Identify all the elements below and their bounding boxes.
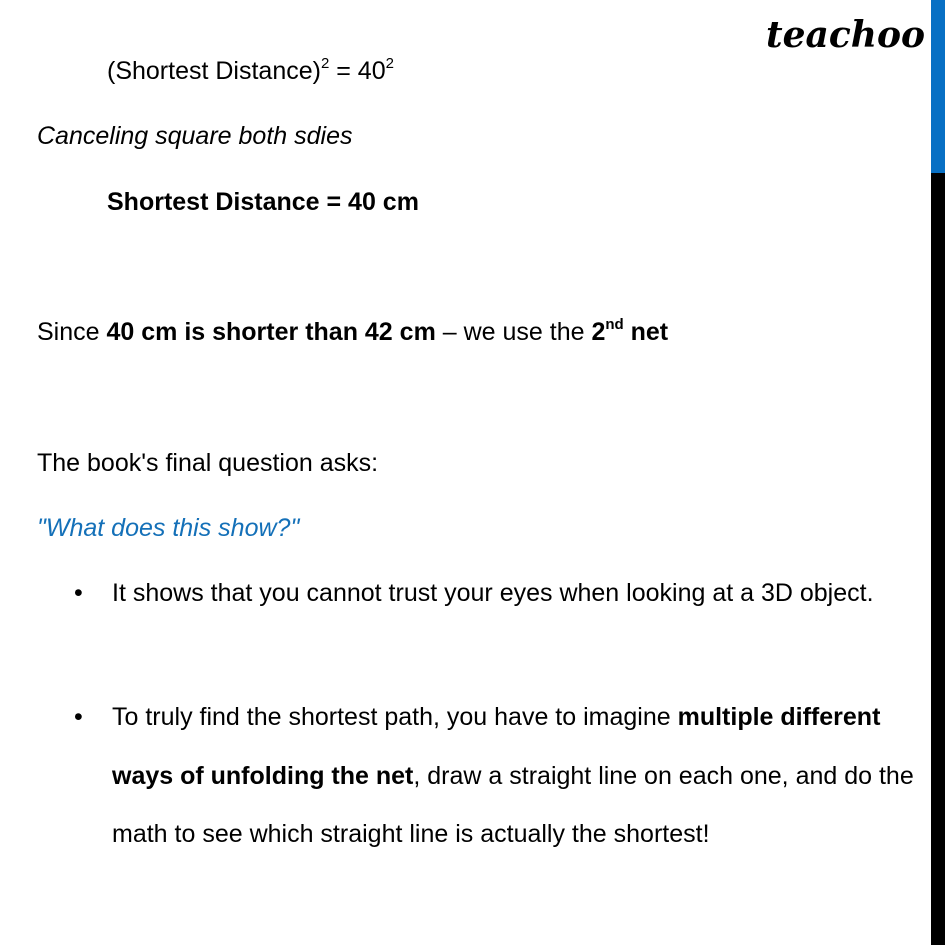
teachoo-logo: teachoo xyxy=(766,14,925,56)
equation-lhs: (Shortest Distance) xyxy=(107,57,321,85)
bullet-item-1: It shows that you cannot trust your eyes when looking at a 3D object. xyxy=(112,579,874,607)
bullet-marker: • xyxy=(74,703,83,731)
equation-rhs-exponent: 2 xyxy=(385,54,394,72)
bullet-2-bold: multiple different ways of unfolding the net xyxy=(112,703,881,790)
bullet-marker: • xyxy=(74,579,83,607)
comparison-line xyxy=(37,317,668,347)
question-quote: "What does this show?" xyxy=(37,514,300,542)
side-accent-bar-black xyxy=(931,173,945,945)
equation-rhs: = 40 xyxy=(329,57,386,85)
bullet-2-pre: To truly find the shortest path, you have to imagine xyxy=(112,703,678,731)
question-intro: The book's final question asks: xyxy=(37,449,379,477)
comparison-net-number: 2 xyxy=(591,318,606,346)
comparison-net-ordinal: nd xyxy=(605,315,624,333)
comparison-pre: Since xyxy=(37,318,107,346)
comparison-mid: – we use the xyxy=(435,318,592,346)
result-text: Shortest Distance = 40 cm xyxy=(107,188,419,216)
side-accent-bar-blue xyxy=(931,0,945,173)
result-line xyxy=(107,187,419,217)
step-note: Canceling square both sdies xyxy=(37,122,353,150)
bullet-item-2 xyxy=(112,688,917,864)
bullet-2-post: , draw a straight line on each one, and do the math to see which straight line is actually the shortest! xyxy=(112,761,914,848)
equation-line xyxy=(107,56,394,86)
comparison-net-label: net xyxy=(623,318,669,346)
equation-lhs-exponent: 2 xyxy=(320,54,330,72)
comparison-bold: 40 cm is shorter than 42 cm xyxy=(106,318,436,346)
